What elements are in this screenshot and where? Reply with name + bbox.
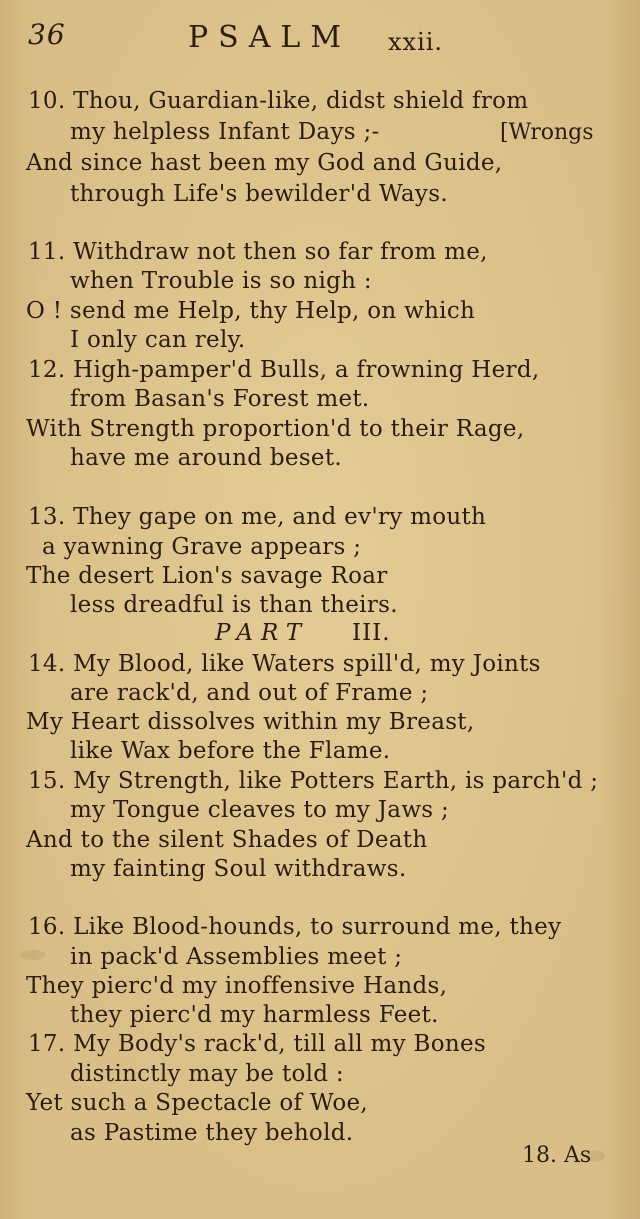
verse-line: 10. Thou, Guardian-like, didst shield from [28, 88, 529, 114]
verse-line: in pack'd Assemblies meet ; [70, 944, 403, 970]
verse-line: through Life's bewilder'd Ways. [70, 181, 448, 207]
verse-line: And to the silent Shades of Death [26, 827, 428, 853]
verse-line: 11. Withdraw not then so far from me, [28, 239, 488, 265]
verse-line: 14. My Blood, like Waters spill'd, my Joints [28, 651, 541, 677]
verse-line: have me around beset. [70, 445, 342, 471]
verse-line: And since hast been my God and Guide, [26, 150, 503, 176]
catchword: 18. As [522, 1143, 592, 1168]
verse-line: With Strength proportion'd to their Rage, [26, 416, 525, 442]
verse-line: distinctly may be told : [70, 1061, 344, 1087]
verse-line: 12. High-pamper'd Bulls, a frowning Herd, [28, 357, 540, 383]
verse-line: when Trouble is so nigh : [70, 268, 372, 294]
verse-line: 15. My Strength, like Potters Earth, is parch'd ; [28, 768, 599, 794]
verse-line: from Basan's Forest met. [70, 386, 370, 412]
verse-line: less dreadful is than theirs. [70, 592, 398, 618]
verse-line: a yawning Grave appears ; [42, 534, 362, 560]
psalm-numeral: xxii. [388, 28, 444, 56]
verse-line: 13. They gape on me, and ev'ry mouth [28, 504, 487, 530]
verse-line: My Heart dissolves within my Breast, [26, 709, 475, 735]
verse-line: as Pastime they behold. [70, 1120, 354, 1146]
part-heading: PART [215, 620, 310, 646]
verse-line: O ! send me Help, thy Help, on which [26, 298, 476, 324]
verse-line: they pierc'd my harmless Feet. [70, 1002, 439, 1028]
verse-line: Yet such a Spectacle of Woe, [26, 1090, 369, 1116]
verse-line: The desert Lion's savage Roar [26, 563, 388, 589]
verse-line: I only can rely. [70, 327, 246, 353]
running-title: PSALM [188, 20, 352, 55]
page-number: 36 [28, 18, 66, 51]
page-header [28, 14, 468, 54]
verse-line: my helpless Infant Days ;- [70, 119, 380, 145]
verse-line: my Tongue cleaves to my Jaws ; [70, 797, 450, 823]
verse-line: They pierc'd my inoffensive Hands, [26, 973, 448, 999]
verse-line: are rack'd, and out of Frame ; [70, 680, 429, 706]
verse-line: 16. Like Blood-hounds, to surround me, they [28, 914, 562, 940]
ink-smudge [20, 950, 46, 960]
part-numeral: III. [352, 620, 391, 646]
verse-line: 17. My Body's rack'd, till all my Bones [28, 1031, 486, 1057]
verse-line: like Wax before the Flame. [70, 738, 391, 764]
wrap-over-word: [Wrongs [500, 120, 594, 145]
verse-line: my fainting Soul withdraws. [70, 856, 407, 882]
